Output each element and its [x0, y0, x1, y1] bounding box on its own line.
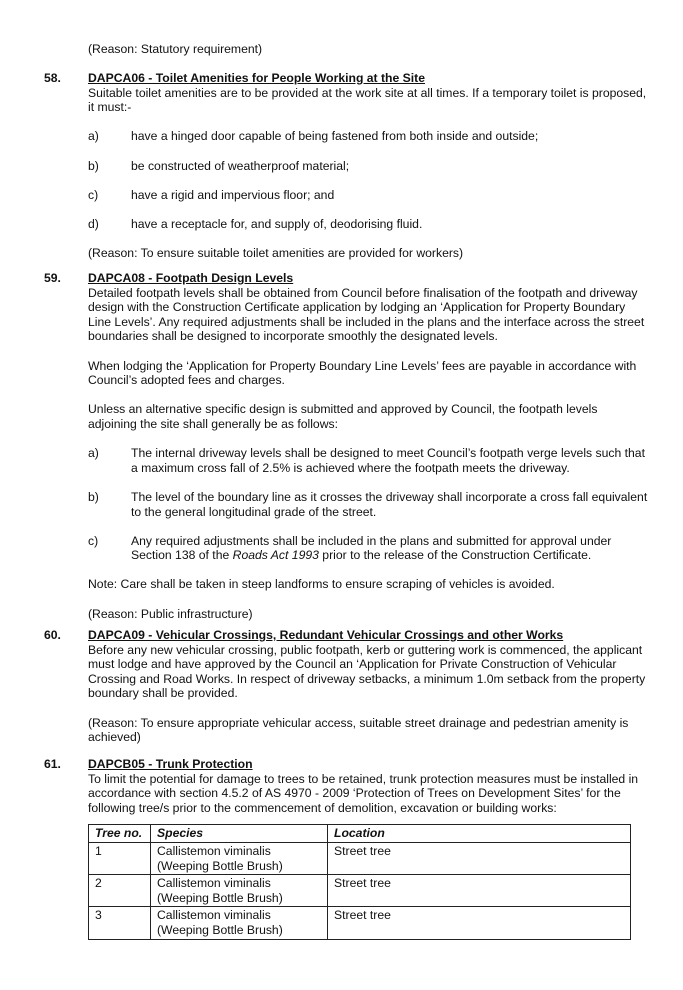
tree-table	[88, 824, 631, 939]
list-item: c) have a rigid and impervious floor; and	[88, 187, 335, 202]
condition-intro: Suitable toilet amenities are to be provided at the work site at all times. If a temporary toilet is proposed, it must:-	[88, 85, 647, 115]
tree-number: 3	[89, 907, 151, 939]
list-item: d) have a receptacle for, and supply of, deodorising fluid.	[88, 216, 423, 231]
paragraph: Before any new vehicular crossing, public footpath, kerb or guttering work is commenced, the applicant must lodge and have approved by the Council an ‘Application for Private Construction of Vehicular Crossing and Road Works. In respect of driveway setbacks, a minimum 1.0m setback from the property boundary shall be provided.	[88, 642, 646, 701]
list-item: a) have a hinged door capable of being fastened from both inside and outside;	[88, 129, 539, 144]
condition-number: 59.	[44, 271, 61, 285]
paragraph: Detailed footpath levels shall be obtained from Council before finalisation of the footpath and driveway design with the Construction Certificate application by lodging an ‘Application for Property Boundary Line Levels’. Any required adjustments shall be included in the plans and the interface across the street boundaries shall be designed to incorporate smoothly the designated levels.	[88, 285, 645, 344]
act-name: Roads Act 1993	[232, 548, 319, 563]
condition-title: DAPCA06 - Toilet Amenities for People Working at the Site	[88, 71, 426, 85]
condition-number: 61.	[44, 757, 61, 771]
condition-number: 60.	[44, 628, 61, 642]
tree-location: Street tree	[328, 907, 631, 939]
paragraph: When lodging the ‘Application for Property Boundary Line Levels’ fees are payable in accordance with Council’s adopted fees and charges.	[88, 358, 637, 388]
list-item: b) The level of the boundary line as it crosses the driveway shall incorporate a cross fall equivalent to the general longitudinal grade of the street.	[88, 489, 648, 519]
condition-title: DAPCA08 - Footpath Design Levels	[88, 271, 294, 285]
tree-location: Street tree	[328, 875, 631, 907]
paragraph: Unless an alternative specific design is submitted and approved by Council, the footpath levels adjoining the site shall generally be as follows:	[88, 402, 598, 431]
tree-location: Street tree	[328, 842, 631, 874]
condition-number: 58.	[44, 71, 61, 85]
column-header: Location	[328, 825, 631, 843]
note: Note: Care shall be taken in steep landforms to ensure scraping of vehicles is avoided.	[88, 577, 555, 592]
list-item: c) Any required adjustments shall be included in the plans and submitted for approval under Section 138 of the Roads Act 1993 prior to the release of the Construction Certificate.	[88, 533, 612, 563]
condition-reason: (Reason: To ensure appropriate vehicular access, suitable street drainage and pedestrian amenity is achieved)	[88, 715, 629, 745]
paragraph: To limit the potential for damage to trees to be retained, trunk protection measures must be installed in accordance with section 4.5.2 of AS 4970 - 2009 ‘Protection of Trees on Development Sites’ for the following tree/s prior to the commencement of demolition, excavation or building works:	[88, 771, 639, 815]
table-row	[89, 875, 631, 907]
tree-species: Callistemon viminalis (Weeping Bottle Brush)	[151, 875, 328, 907]
list-item: b) be constructed of weatherproof material;	[88, 158, 350, 173]
table-row	[89, 842, 631, 874]
condition-title: DAPCA09 - Vehicular Crossings, Redundant Vehicular Crossings and other Works	[88, 628, 564, 642]
condition-reason: (Reason: Public infrastructure)	[88, 606, 253, 621]
table-row	[89, 907, 631, 939]
table-header-row	[89, 825, 631, 843]
reason-statutory: (Reason: Statutory requirement)	[88, 42, 263, 56]
condition-title: DAPCB05 - Trunk Protection	[88, 757, 253, 771]
column-header: Tree no.	[89, 825, 151, 843]
condition-reason: (Reason: To ensure suitable toilet amenities are provided for workers)	[88, 246, 464, 261]
tree-number: 2	[89, 875, 151, 907]
tree-species: Callistemon viminalis (Weeping Bottle Brush)	[151, 907, 328, 939]
column-header: Species	[151, 825, 328, 843]
tree-number: 1	[89, 842, 151, 874]
tree-species: Callistemon viminalis (Weeping Bottle Brush)	[151, 842, 328, 874]
list-item: a) The internal driveway levels shall be designed to meet Council’s footpath verge levels such that a maximum cross fall of 2.5% is achieved where the footpath meets the driveway.	[88, 446, 645, 475]
